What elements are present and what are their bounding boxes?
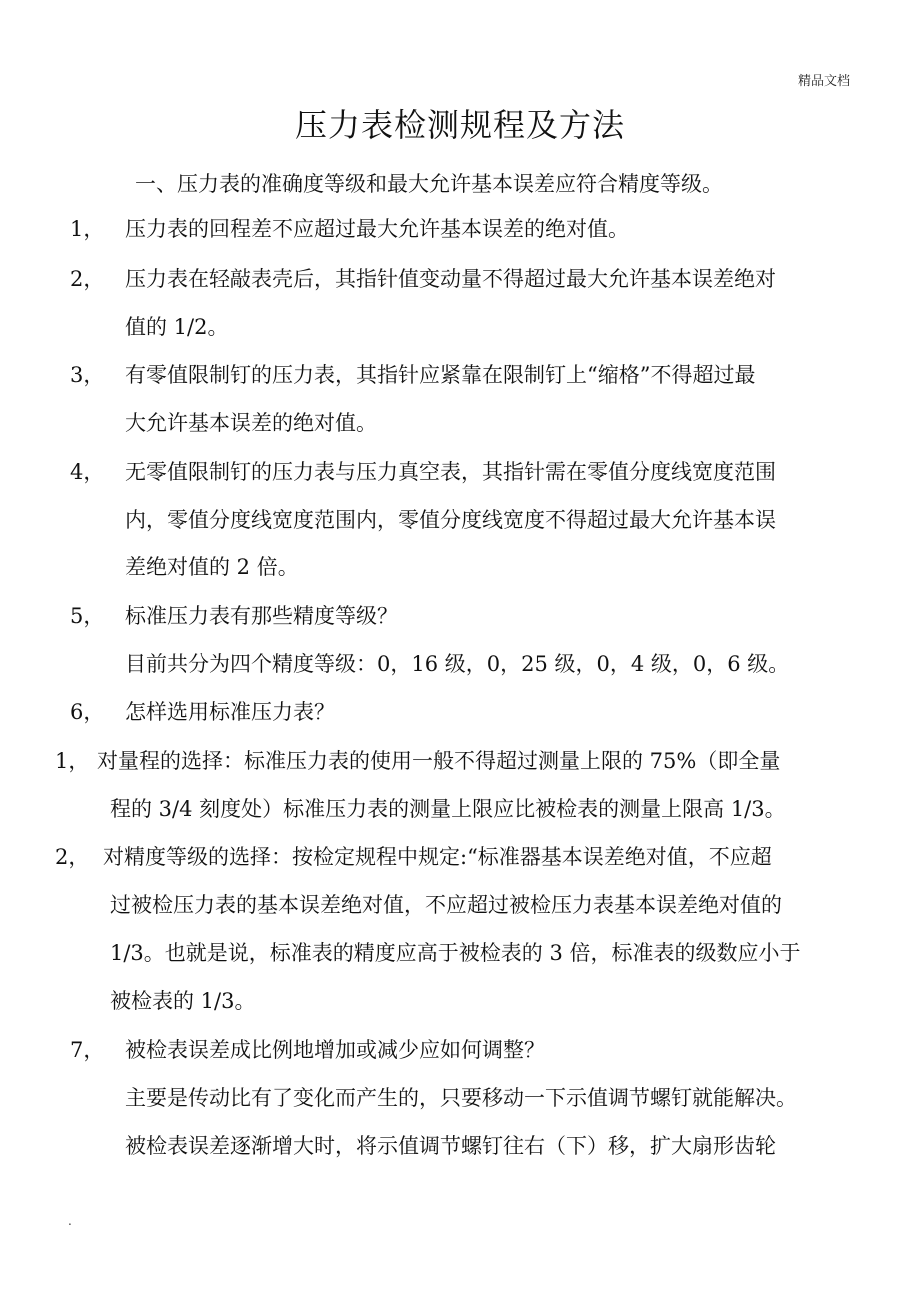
sub-item-number: 2，: [55, 845, 90, 869]
sub-item-number: 1，: [55, 749, 90, 773]
item-text: 无零值限制钉的压力表与压力真空表，其指针需在零值分度线宽度范围: [125, 460, 776, 484]
item-number: 7，: [70, 1038, 105, 1062]
sub-item-text: 对量程的选择：标准压力表的使用一般不得超过测量上限的 75%（即全量: [97, 749, 781, 773]
item-text: 差绝对值的 2 倍。: [125, 555, 299, 579]
item-number: 2，: [70, 267, 105, 291]
item-number: 1，: [70, 217, 105, 241]
sub-item-text: 过被检压力表的基本误差绝对值，不应超过被检压力表基本误差绝对值的: [110, 893, 782, 917]
item-text: 内，零值分度线宽度范围内，零值分度线宽度不得超过最大允许基本误: [125, 508, 776, 532]
item-text: 被检表误差成比例地增加或减少应如何调整？: [125, 1038, 545, 1062]
item-text: 怎样选用标准压力表？: [125, 700, 335, 724]
sub-item-text: 程的 3/4 刻度处）标准压力表的测量上限应比被检表的测量上限高 1/3。: [110, 797, 786, 821]
footer-mark: .: [68, 1214, 72, 1228]
item-text: 压力表的回程差不应超过最大允许基本误差的绝对值。: [125, 217, 629, 241]
page-title: 压力表检测规程及方法: [294, 106, 625, 144]
item-text: 目前共分为四个精度等级：0，16 级，0，25 级，0，4 级，0，6 级。: [125, 652, 790, 676]
section-heading: 一、压力表的准确度等级和最大允许基本误差应符合精度等级。: [135, 172, 723, 196]
sub-item-text: 被检表的 1/3。: [110, 989, 256, 1013]
header-note: 精品文档: [797, 74, 850, 89]
item-number: 4，: [70, 460, 105, 484]
item-text: 主要是传动比有了变化而产生的，只要移动一下示值调节螺钉就能解决。: [125, 1086, 797, 1110]
item-number: 6，: [70, 700, 105, 724]
item-text: 有零值限制钉的压力表，其指针应紧靠在限制钉上“缩格”不得超过最: [125, 363, 756, 387]
item-number: 3，: [70, 363, 105, 387]
item-text: 标准压力表有那些精度等级？: [125, 604, 398, 628]
item-text: 被检表误差逐渐增大时，将示值调节螺钉往右（下）移，扩大扇形齿轮: [125, 1134, 776, 1158]
item-text: 压力表在轻敲表壳后，其指针值变动量不得超过最大允许基本误差绝对: [125, 267, 776, 291]
sub-item-text: 1/3。也就是说，标准表的精度应高于被检表的 3 倍，标准表的级数应小于: [110, 941, 801, 965]
item-number: 5，: [70, 604, 105, 628]
item-text: 值的 1/2。: [125, 315, 229, 339]
sub-item-text: 对精度等级的选择：按检定规程中规定:“标准器基本误差绝对值，不应超: [103, 845, 772, 869]
item-text: 大允许基本误差的绝对值。: [125, 411, 377, 435]
